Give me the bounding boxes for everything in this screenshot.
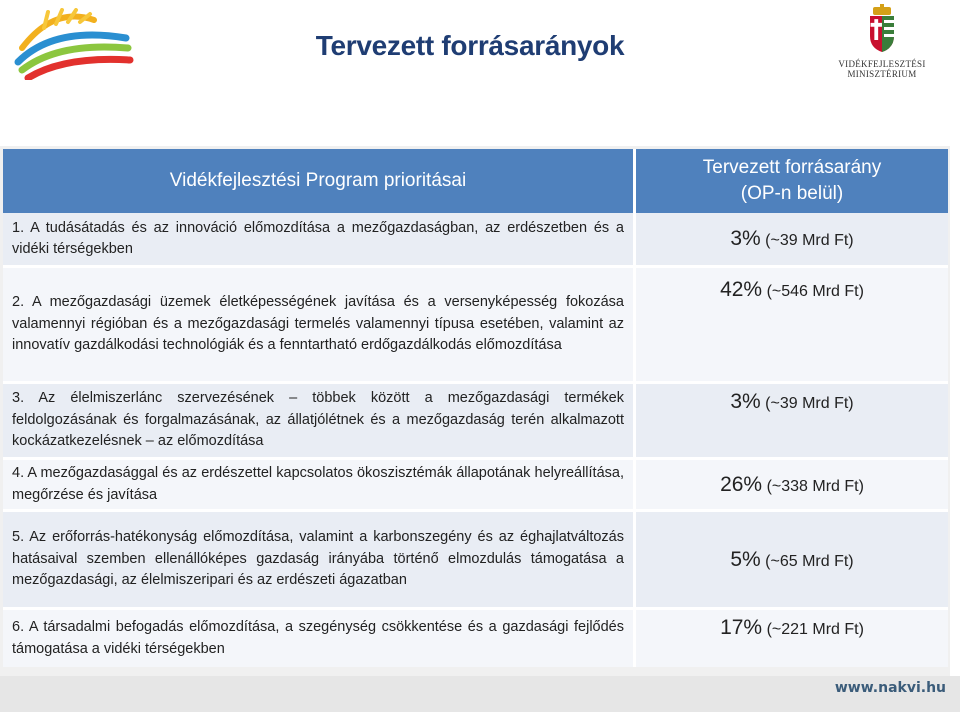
page-title: Tervezett forrásarányok: [315, 30, 625, 61]
allocation-table: [3, 149, 948, 667]
table-row: [3, 381, 948, 457]
ministry-name: VIDÉKFEJLESZTÉSI MINISZTÉRIUM: [838, 59, 926, 79]
ministry-logo: [834, 4, 930, 80]
table-row: [3, 265, 948, 381]
table-row: [3, 213, 948, 265]
footer-url: www.nakvi.hu: [834, 680, 946, 696]
allocation-cell: 42% (~546 Mrd Ft): [633, 265, 948, 381]
footer-bar: [0, 676, 960, 712]
priority-text: 6. A társadalmi befogadás előmozdítása, a szegénység csökkentése és a gazdasági fejlődés támogatása a vidéki térségekben: [3, 607, 633, 667]
priority-text: 3. Az élelmiszerlánc szervezésének – többek között a mezőgazdasági termékek feldolgozásának és forgalmazásának, az állatjólétnek és a mezőgazdaság terén alkalmazott kockázatkezelésnek – az előmozdítása: [3, 381, 633, 457]
priority-text: 5. Az erőforrás-hatékonyság előmozdítása, valamint a karbonszegény és az éghajlatváltozás hatásaival szemben ellenállóképes gazdaság irányába történő elmozdulás támogatása a mezőgazdasági, az élelmiszeripari és az erdészeti ágazatban: [3, 509, 633, 607]
table-row: [3, 509, 948, 607]
table-row: [3, 457, 948, 509]
priorities-column-header: Vidékfejlesztési Program prioritásai: [3, 149, 633, 213]
allocation-cell: 3% (~39 Mrd Ft): [633, 381, 948, 457]
table-row: [3, 607, 948, 667]
allocation-column-header: Tervezett forrásarány (OP-n belül): [633, 149, 948, 213]
allocation-cell: 26% (~338 Mrd Ft): [633, 457, 948, 509]
coat-of-arms-icon: [862, 4, 902, 54]
priority-text: 1. A tudásátadás és az innováció előmozdítása a mezőgazdaságban, az erdészetben és a vidéki térségekben: [3, 213, 633, 265]
allocation-cell: 5% (~65 Mrd Ft): [633, 509, 948, 607]
allocation-cell: 3% (~39 Mrd Ft): [633, 213, 948, 265]
priority-text: 2. A mezőgazdasági üzemek életképességének javítása és a versenyképesség fokozása valamennyi régióban és a mezőgazdasági termelés valamennyi típusa esetében, valamint az innovatív gazdálkodási technológiák és a fenntartható erdőgazdálkodás előmozdítása: [3, 265, 633, 381]
priority-text: 4. A mezőgazdasággal és az erdészettel kapcsolatos ökoszisztémák állapotának helyreállítása, megőrzése és javítása: [3, 457, 633, 509]
allocation-cell: 17% (~221 Mrd Ft): [633, 607, 948, 667]
